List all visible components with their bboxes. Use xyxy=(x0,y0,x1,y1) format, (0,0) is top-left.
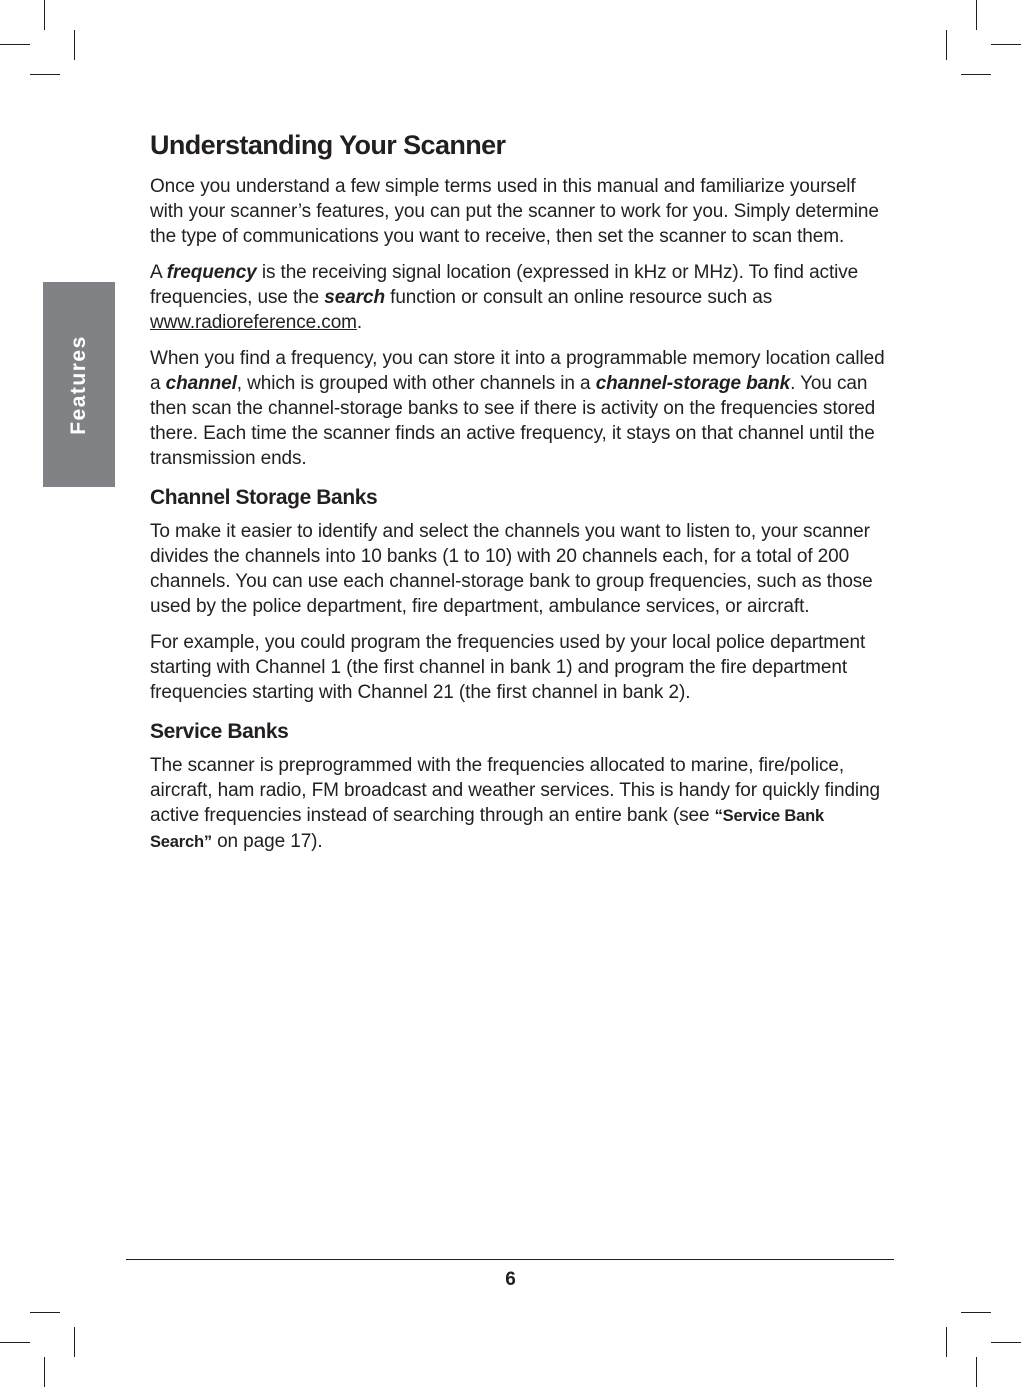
section-heading-channel-storage-banks: Channel Storage Banks xyxy=(150,486,378,509)
service-banks-paragraph xyxy=(150,753,890,855)
text-run: . You can then scan the channel-storage banks to see if there is activity on the frequencies stored there. Each time the scanner finds an active frequency, it stays on that channel until the transmission ends. xyxy=(150,373,876,469)
crop-mark xyxy=(991,1342,1021,1343)
term-frequency: frequency xyxy=(166,262,257,283)
intro-paragraph: Once you understand a few simple terms used in this manual and familiarize yourself with your scanner’s features, you can put the scanner to work for you. Simply determine the type of communications you want to receive, then set the scanner to scan them. xyxy=(150,176,879,247)
crop-mark xyxy=(30,1312,60,1313)
term-search: search xyxy=(324,287,385,308)
chapter-tab-label: Features xyxy=(67,334,90,435)
term-channel: channel xyxy=(165,373,237,394)
text-run: When you find a frequency, you can store it into a programmable memory location called a xyxy=(150,348,885,394)
crop-mark xyxy=(0,1342,30,1343)
radioreference-link[interactable]: www.radioreference.com xyxy=(150,312,357,333)
text-run: function or consult an online resource such as xyxy=(384,287,773,308)
page-content xyxy=(150,126,890,866)
text-run: , which is grouped with other channels in a xyxy=(236,373,596,394)
crop-mark xyxy=(961,74,991,75)
channel-paragraph xyxy=(150,346,890,471)
crop-mark xyxy=(74,30,75,60)
crop-mark xyxy=(0,44,30,45)
page-number: 6 xyxy=(505,1269,516,1290)
page-title: Understanding Your Scanner xyxy=(150,130,506,160)
crop-mark xyxy=(961,1312,991,1313)
text-run: is the receiving signal location (expressed in kHz or MHz). To find active frequencies, use the xyxy=(150,262,859,308)
cross-reference-service-bank-search[interactable]: “Service Bank Search” xyxy=(150,807,824,851)
footer-divider xyxy=(126,1259,894,1260)
crop-mark xyxy=(991,44,1021,45)
section-heading-service-banks: Service Banks xyxy=(150,720,289,743)
crop-mark xyxy=(946,1327,947,1357)
crop-mark xyxy=(976,0,977,30)
term-channel-storage-bank: channel-storage bank xyxy=(595,373,791,394)
text-run: A xyxy=(150,262,167,283)
crop-mark xyxy=(976,1357,977,1387)
chapter-tab xyxy=(43,282,115,487)
crop-mark xyxy=(44,0,45,30)
crop-mark xyxy=(44,1357,45,1387)
crop-mark xyxy=(74,1327,75,1357)
frequency-paragraph xyxy=(150,260,890,335)
channel-storage-paragraph-1: To make it easier to identify and select the channels you want to listen to, your scanner divides the channels into 10 banks (1 to 10) with 20 channels each, for a total of 200 channels. You can use each channel-storage bank to group frequencies, such as those used by the police department, fire department, ambulance services, or aircraft. xyxy=(150,521,873,617)
text-run: on page 17). xyxy=(211,831,323,852)
text-run: The scanner is preprogrammed with the frequencies allocated to marine, fire/police, aircraft, ham radio, FM broadcast and weather services. This is handy for quickly finding active frequencies instead of searching through an entire bank (see xyxy=(150,755,880,826)
crop-mark xyxy=(30,74,60,75)
text-run: . xyxy=(356,312,363,333)
crop-mark xyxy=(946,30,947,60)
channel-storage-paragraph-2: For example, you could program the frequencies used by your local police department starting with Channel 1 (the first channel in bank 1) and program the fire department frequencies starting with Channel 21 (the first channel in bank 2). xyxy=(150,632,866,703)
